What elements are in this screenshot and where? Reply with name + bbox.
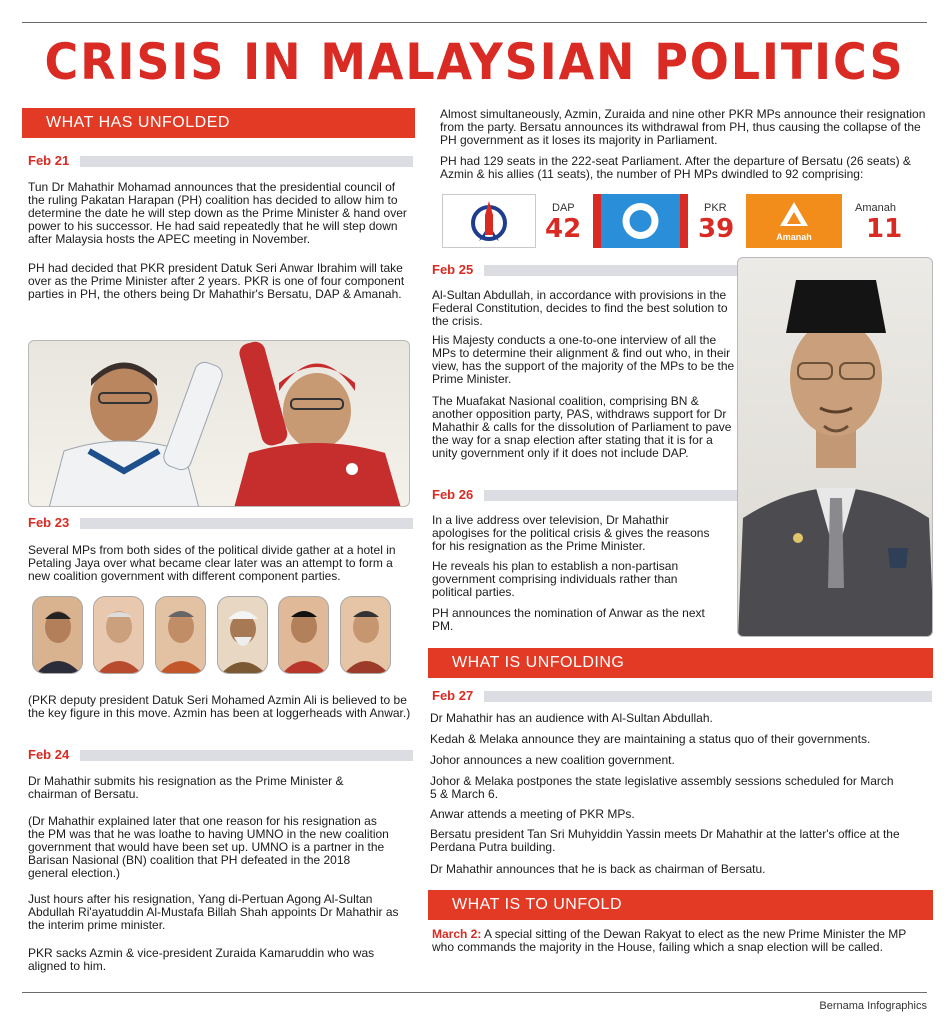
date-feb23 [28,516,413,530]
date-feb27 [432,689,932,703]
date-feb21 [28,154,413,168]
portrait-1-illustration [33,597,83,674]
date-feb24 [28,748,413,762]
feb27-item-2: Kedah & Melaka announce they are maintaining a status quo of their governments. [430,732,871,746]
bottom-rule [22,992,927,993]
dap-rocket-icon [443,195,535,247]
footer-credit: Bernama Infographics [819,1000,927,1012]
feb27-item-1: Dr Mahathir has an audience with Al-Sultan Abdullah. [430,711,713,725]
date-line [80,750,413,761]
feb24-para-4: PKR sacks Azmin & vice-president Zuraida Kamaruddin who was aligned to him. [28,946,375,973]
feb24-para-2: (Dr Mahathir explained later that one reason for his resignation as the PM was that he was loathe to having UMNO in the new coalition government that would have been set up. UMNO is a partner in the Barisan Nasional (BN) coalition that PH defeated in the 2018 general election.) [28,814,389,880]
amanah-label: Amanah [855,202,896,214]
feb25-para-2: His Majesty conducts a one-to-one interview of all the MPs to determine their alignment & find out who, in their view, has the support of the majority of the MPs to be the Prime Minister. [432,333,735,386]
date-label: Feb 24 [28,747,70,762]
anwar-mahathir-photo [28,340,410,507]
portrait-4-illustration [218,597,268,674]
feb26-para-3: PH announces the nomination of Anwar as the next PM. [432,606,705,633]
feb23-para-2: (PKR deputy president Datuk Seri Mohamed Azmin Ali is believed to be the key figure in this move. Azmin has been at loggerheads with Anwar.) [28,693,411,720]
feb27-item-3: Johor announces a new coalition government. [430,753,675,767]
pkr-label: PKR [704,202,727,214]
date-line [484,490,737,501]
photo-illustration [29,341,410,507]
feb25-para-1: Al-Sultan Abdullah, in accordance with provisions in the Federal Constitution, decides to find the best solution to the crisis. [432,288,728,328]
portrait-3-illustration [156,597,206,674]
amanah-seats: 11 [866,214,903,244]
feb23-para-1: Several MPs from both sides of the political divide gather at a hotel in Petaling Jaya over what became clear later was an attempt to form a new coalition government with different component parties. [28,543,396,583]
feb24-para-1: Dr Mahathir submits his resignation as the Prime Minister & chairman of Bersatu. [28,774,344,801]
amanah-flame-icon [746,194,842,234]
feb27-item-4: Johor & Melaka postpones the state legislative assembly sessions scheduled for March 5 & March 6. [430,774,894,801]
date-label: Feb 27 [432,688,474,703]
section-what-is-unfolding: WHAT IS UNFOLDING [428,648,933,678]
portrait-4 [217,596,268,674]
portrait-3 [155,596,206,674]
march2-text: A special sitting of the Dewan Rakyat to elect as the new Prime Minister the MP who commands the majority in the House, failing which a snap election will be called. [432,927,907,954]
feb26-para-2: He reveals his plan to establish a non-partisan government comprising individuals rather than political parties. [432,559,679,599]
feb21-para-2: PH had decided that PKR president Datuk Seri Anwar Ibrahim will take over as the Prime Minister after 2 years. PKR is one of four component parties in PH, the others being Dr Mahathir's Bersatu, DAP & Amanah. [28,261,405,301]
section-what-has-unfolded: WHAT HAS UNFOLDED [22,108,415,138]
amanah-logo [746,194,842,248]
portrait-5 [278,596,329,674]
date-feb25 [432,263,737,277]
dap-seats: 42 [545,214,582,244]
agong-illustration [738,258,933,637]
top-rule [22,22,927,23]
agong-portrait [737,257,933,637]
right-para-1: Almost simultaneously, Azmin, Zuraida and nine other PKR MPs announce their resignation from the party. Bersatu announces its withdrawal from PH, thus causing the collapse of the PH government as it loses its majority in Parliament. [440,107,926,147]
section-what-is-to-unfold: WHAT IS TO UNFOLD [428,890,933,920]
feb27-item-5: Anwar attends a meeting of PKR MPs. [430,807,635,821]
feb21-para-1: Tun Dr Mahathir Mohamad announces that the presidential council of the ruling Pakatan Harapan (PH) coalition has decided to allow him to determine the date he will step down as the Prime Minister & hand over power to his successor. He had said repeatedly that he will step down after Malaysia hosts the APEC meeting in November. [28,180,407,246]
march2-date: March 2: [432,927,482,941]
feb24-para-3: Just hours after his resignation, Yang di-Pertuan Agong Al-Sultan Abdullah Ri'ayatuddin Al-Mustafa Billah Shah appoints Dr Mahathir as the interim prime minister. [28,892,399,932]
date-line [484,265,737,276]
feb27-item-7: Dr Mahathir announces that he is back as chairman of Bersatu. [430,862,766,876]
portrait-1 [32,596,83,674]
date-label: Feb 26 [432,487,474,502]
pkr-seats: 39 [698,214,735,244]
amanah-logo-text: Amanah [776,232,812,242]
portrait-2 [93,596,144,674]
right-para-2: PH had 129 seats in the 222-seat Parliament. After the departure of Bersatu (26 seats) & Azmin & his allies (11 seats), the number of PH MPs dwindled to 92 comprising: [440,154,911,181]
date-line [80,156,413,167]
date-label: Feb 23 [28,515,70,530]
date-label: Feb 21 [28,153,70,168]
march2-entry [432,928,912,954]
feb27-item-6: Bersatu president Tan Sri Muhyiddin Yassin meets Dr Mahathir at the latter's office at the Perdana Putra building. [430,827,900,854]
date-line [484,691,932,702]
portrait-2-illustration [94,597,144,674]
feb25-para-3: The Muafakat Nasional coalition, comprising BN & another opposition party, PAS, withdraws support for Dr Mahathir & calls for the dissolution of Parliament to pave the way for a snap election after stating that it is for a unity government only if it does not include DAP. [432,394,732,460]
dap-logo [442,194,536,248]
pkr-logo [593,194,688,248]
pkr-eye-icon [601,194,680,248]
feb26-para-1: In a live address over television, Dr Mahathir apologises for the political crisis & gives the reasons for his resignation as the Prime Minister. [432,513,710,553]
page-title: CRISIS IN MALAYSIAN POLITICS [44,33,905,91]
dap-label: DAP [552,202,575,214]
portrait-6 [340,596,391,674]
date-line [80,518,413,529]
portrait-5-illustration [279,597,329,674]
date-feb26 [432,488,737,502]
portrait-6-illustration [341,597,391,674]
date-label: Feb 25 [432,262,474,277]
